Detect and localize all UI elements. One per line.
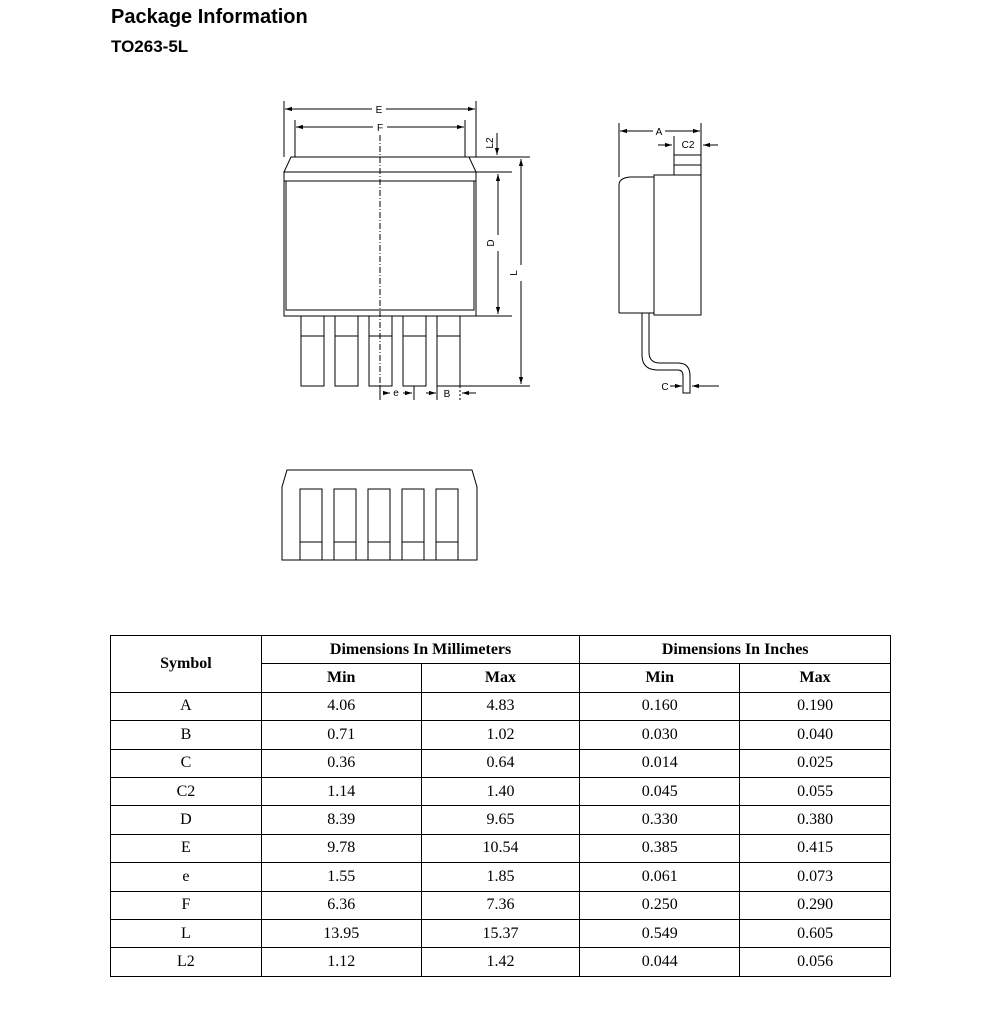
- symbol-cell: e: [111, 863, 262, 891]
- in-max-cell: 0.380: [740, 806, 891, 834]
- page-title: Package Information: [111, 6, 308, 28]
- mm-min-cell: 9.78: [261, 834, 421, 862]
- mm-max-cell: 1.02: [421, 721, 580, 749]
- mm-min-cell: 0.36: [261, 749, 421, 777]
- mm-max-cell: 0.64: [421, 749, 580, 777]
- symbol-cell: A: [111, 692, 262, 720]
- in-min-cell: 0.250: [580, 891, 740, 919]
- label-C: C: [661, 382, 669, 393]
- in-max-cell: 0.040: [740, 721, 891, 749]
- in-min-cell: 0.385: [580, 834, 740, 862]
- mm-min-cell: 6.36: [261, 891, 421, 919]
- in-max-cell: 0.415: [740, 834, 891, 862]
- in-min-header: Min: [580, 664, 740, 692]
- mm-header: Dimensions In Millimeters: [261, 636, 580, 664]
- in-min-cell: 0.030: [580, 721, 740, 749]
- table-row: [111, 948, 891, 976]
- symbol-cell: B: [111, 721, 262, 749]
- mm-max-cell: 10.54: [421, 834, 580, 862]
- symbol-header: Symbol: [111, 636, 262, 693]
- mm-min-header: Min: [261, 664, 421, 692]
- in-min-cell: 0.330: [580, 806, 740, 834]
- mm-max-cell: 1.40: [421, 777, 580, 805]
- package-name: TO263-5L: [111, 37, 189, 56]
- label-C2: C2: [681, 140, 695, 151]
- label-F: F: [376, 123, 384, 134]
- label-B: B: [443, 389, 451, 400]
- table-row: [111, 891, 891, 919]
- table-row: [111, 806, 891, 834]
- in-max-cell: 0.290: [740, 891, 891, 919]
- in-min-cell: 0.014: [580, 749, 740, 777]
- mm-min-cell: 0.71: [261, 721, 421, 749]
- symbol-cell: C: [111, 749, 262, 777]
- label-D: D: [486, 239, 497, 247]
- mm-min-cell: 13.95: [261, 919, 421, 947]
- in-min-cell: 0.045: [580, 777, 740, 805]
- in-max-cell: 0.025: [740, 749, 891, 777]
- in-min-cell: 0.160: [580, 692, 740, 720]
- mm-max-cell: 1.85: [421, 863, 580, 891]
- mm-min-cell: 1.14: [261, 777, 421, 805]
- mm-min-cell: 4.06: [261, 692, 421, 720]
- symbol-cell: E: [111, 834, 262, 862]
- table-row: [111, 919, 891, 947]
- label-E: E: [375, 105, 383, 116]
- in-min-cell: 0.061: [580, 863, 740, 891]
- mm-min-cell: 1.12: [261, 948, 421, 976]
- in-min-cell: 0.044: [580, 948, 740, 976]
- mm-max-cell: 7.36: [421, 891, 580, 919]
- mm-min-cell: 8.39: [261, 806, 421, 834]
- mm-max-cell: 1.42: [421, 948, 580, 976]
- bottom-view: [282, 470, 477, 560]
- mm-min-cell: 1.55: [261, 863, 421, 891]
- table-row: [111, 692, 891, 720]
- symbol-cell: D: [111, 806, 262, 834]
- label-L: L: [509, 270, 520, 276]
- label-L2: L2: [485, 137, 496, 149]
- in-min-cell: 0.549: [580, 919, 740, 947]
- label-e: e: [393, 388, 399, 399]
- inch-header: Dimensions In Inches: [580, 636, 891, 664]
- mm-max-header: Max: [421, 664, 580, 692]
- label-A: A: [655, 127, 663, 138]
- mm-max-cell: 4.83: [421, 692, 580, 720]
- mm-max-cell: 15.37: [421, 919, 580, 947]
- table-row: [111, 777, 891, 805]
- symbol-cell: L2: [111, 948, 262, 976]
- in-max-cell: 0.055: [740, 777, 891, 805]
- in-max-cell: 0.056: [740, 948, 891, 976]
- table-row: [111, 863, 891, 891]
- in-max-cell: 0.605: [740, 919, 891, 947]
- table-row: [111, 834, 891, 862]
- in-max-cell: 0.073: [740, 863, 891, 891]
- symbol-cell: L: [111, 919, 262, 947]
- symbol-cell: C2: [111, 777, 262, 805]
- dimensions-table: [110, 635, 891, 977]
- table-row: [111, 721, 891, 749]
- side-view: [619, 123, 719, 393]
- in-max-header: Max: [740, 664, 891, 692]
- table-row: [111, 749, 891, 777]
- mm-max-cell: 9.65: [421, 806, 580, 834]
- in-max-cell: 0.190: [740, 692, 891, 720]
- symbol-cell: F: [111, 891, 262, 919]
